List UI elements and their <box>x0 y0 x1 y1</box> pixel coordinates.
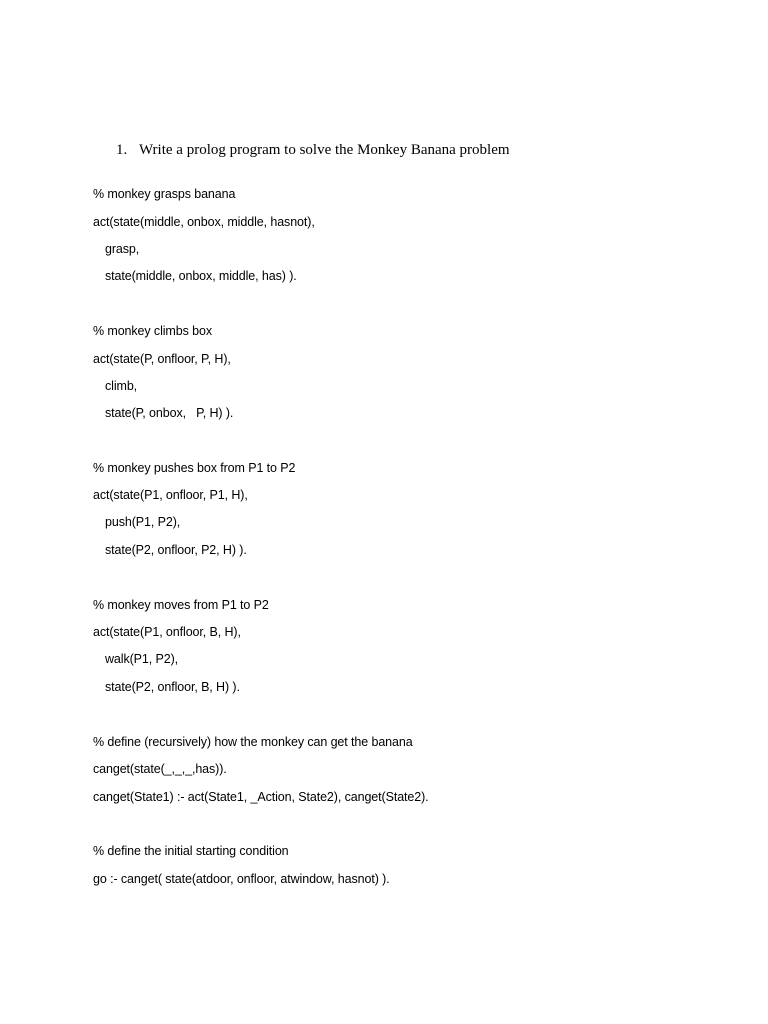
code-line: push(P1, P2), <box>105 515 181 529</box>
code-line: go :- canget( state(atdoor, onfloor, atwindow, hasnot) ). <box>93 872 390 886</box>
comment-canget: % define (recursively) how the monkey can get the banana <box>93 735 413 749</box>
code-line: act(state(P, onfloor, P, H), <box>93 352 231 366</box>
code-line: state(P2, onfloor, B, H) ). <box>105 680 240 694</box>
code-line: canget(state(_,_,_,has)). <box>93 762 227 776</box>
question-number: 1. <box>116 142 128 158</box>
code-line: state(P, onbox, P, H) ). <box>105 406 234 420</box>
question-heading <box>116 139 510 161</box>
code-line: state(P2, onfloor, P2, H) ). <box>105 543 247 557</box>
comment-walk: % monkey moves from P1 to P2 <box>93 598 269 612</box>
code-line: state(middle, onbox, middle, has) ). <box>105 269 297 283</box>
comment-grasp: % monkey grasps banana <box>93 187 236 201</box>
comment-go: % define the initial starting condition <box>93 844 289 858</box>
code-line: act(state(middle, onbox, middle, hasnot), <box>93 215 315 229</box>
comment-push: % monkey pushes box from P1 to P2 <box>93 461 296 475</box>
code-line: act(state(P1, onfloor, B, H), <box>93 625 241 639</box>
code-line: climb, <box>105 379 138 393</box>
code-line: grasp, <box>105 242 140 256</box>
comment-climb: % monkey climbs box <box>93 324 212 338</box>
code-line: walk(P1, P2), <box>105 652 179 666</box>
code-line: canget(State1) :- act(State1, _Action, State2), canget(State2). <box>93 790 429 804</box>
code-line: act(state(P1, onfloor, P1, H), <box>93 488 248 502</box>
question-text: Write a prolog program to solve the Monkey Banana problem <box>139 142 510 158</box>
